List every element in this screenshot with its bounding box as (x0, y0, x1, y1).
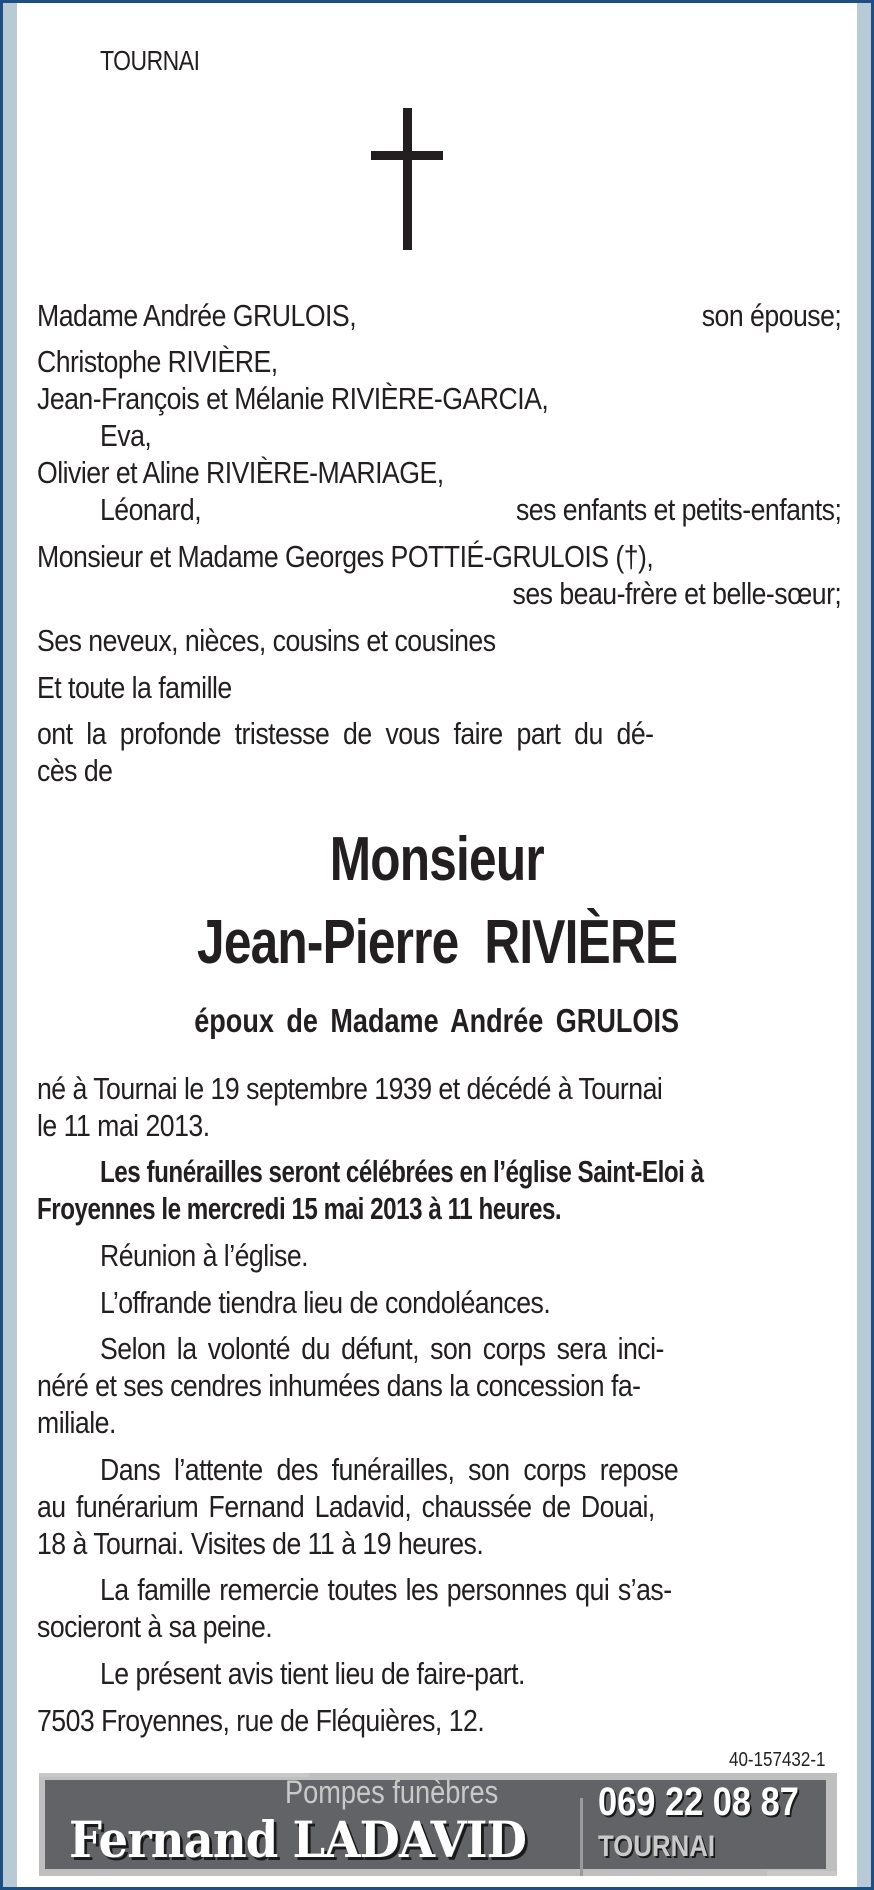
funeral-home-advert (39, 1773, 837, 1876)
advert-company: Fernand LADAVID (69, 1810, 527, 1869)
advert-accent-bottom (767, 1871, 837, 1876)
thanks-line: La famille remercie toutes les personnes qui s’as- (100, 1572, 672, 1607)
address-line: 7503 Froyennes, rue de Fléquières, 12. (37, 1703, 485, 1738)
rest-line: 18 à Tournai. Visites de 11 à 19 heures. (37, 1526, 484, 1561)
cremation-line: miliale. (37, 1405, 116, 1440)
deceased-title: Monsieur (329, 825, 545, 894)
funeral-line: Les funérailles seront célébrées en l’église Saint-Eloi à (100, 1154, 704, 1189)
advert-phone: 069 22 08 87 (598, 1780, 799, 1824)
thanks-line: socieront à sa peine. (37, 1609, 273, 1644)
advert-divider (580, 1798, 583, 1876)
rest-line: au funérarium Fernand Ladavid, chaussée de Douai, (37, 1489, 655, 1524)
advert-tagline: Pompes funèbres (285, 1774, 499, 1810)
cremation-line: néré et ses cendres inhumées dans la concession fa- (37, 1368, 641, 1403)
cremation-line: Selon la volonté du défunt, son corps sera inci- (100, 1331, 664, 1366)
deceased-relation: époux de Madame Andrée GRULOIS (194, 1002, 680, 1039)
notice-line: Le présent avis tient lieu de faire-part. (100, 1656, 525, 1691)
obituary-page (17, 3, 857, 1887)
offering-note: L’offrande tiendra lieu de condoléances. (100, 1285, 551, 1320)
all-family: Et toute la famille (37, 670, 232, 705)
advert-panel (45, 1774, 826, 1869)
spouse-role: son épouse; (701, 298, 841, 333)
in-laws-name: Monsieur et Madame Georges POTTIÉ-GRULOIS (†), (37, 539, 654, 574)
birth-death-line: le 11 mai 2013. (37, 1108, 210, 1143)
announcement-line: ont la profonde tristesse de vous faire part du dé- (37, 716, 654, 751)
advert-city: TOURNAI (598, 1830, 716, 1863)
header-city: TOURNAI (100, 45, 200, 76)
in-laws-role: ses beau-frère et belle-sœur; (512, 576, 841, 611)
children-role: ses enfants et petits-enfants; (515, 492, 841, 527)
reference-number: 40-157432-1 (728, 1749, 825, 1771)
announcement-line: cès de (37, 753, 113, 788)
grandchild-line: Eva, (100, 418, 152, 453)
rest-line: Dans l’attente des funérailles, son corps repose (100, 1452, 679, 1487)
meeting-note: Réunion à l’église. (100, 1238, 309, 1273)
advert-accent-top (39, 1773, 309, 1777)
extended-family: Ses neveux, nièces, cousins et cousines (37, 623, 496, 658)
spouse-name: Madame Andrée GRULOIS, (37, 298, 357, 333)
birth-death-line: né à Tournai le 19 septembre 1939 et décédé à Tournai (37, 1071, 663, 1106)
grandchild-line: Léonard, (100, 492, 202, 527)
deceased-name: Jean-Pierre RIVIÈRE (196, 908, 678, 977)
outer-frame (3, 3, 871, 1887)
child-line: Christophe RIVIÈRE, (37, 344, 278, 379)
child-line: Jean-François et Mélanie RIVIÈRE-GARCIA, (37, 381, 549, 416)
funeral-line: Froyennes le mercredi 15 mai 2013 à 11 heures. (37, 1191, 562, 1226)
child-line: Olivier et Aline RIVIÈRE-MARIAGE, (37, 455, 444, 490)
